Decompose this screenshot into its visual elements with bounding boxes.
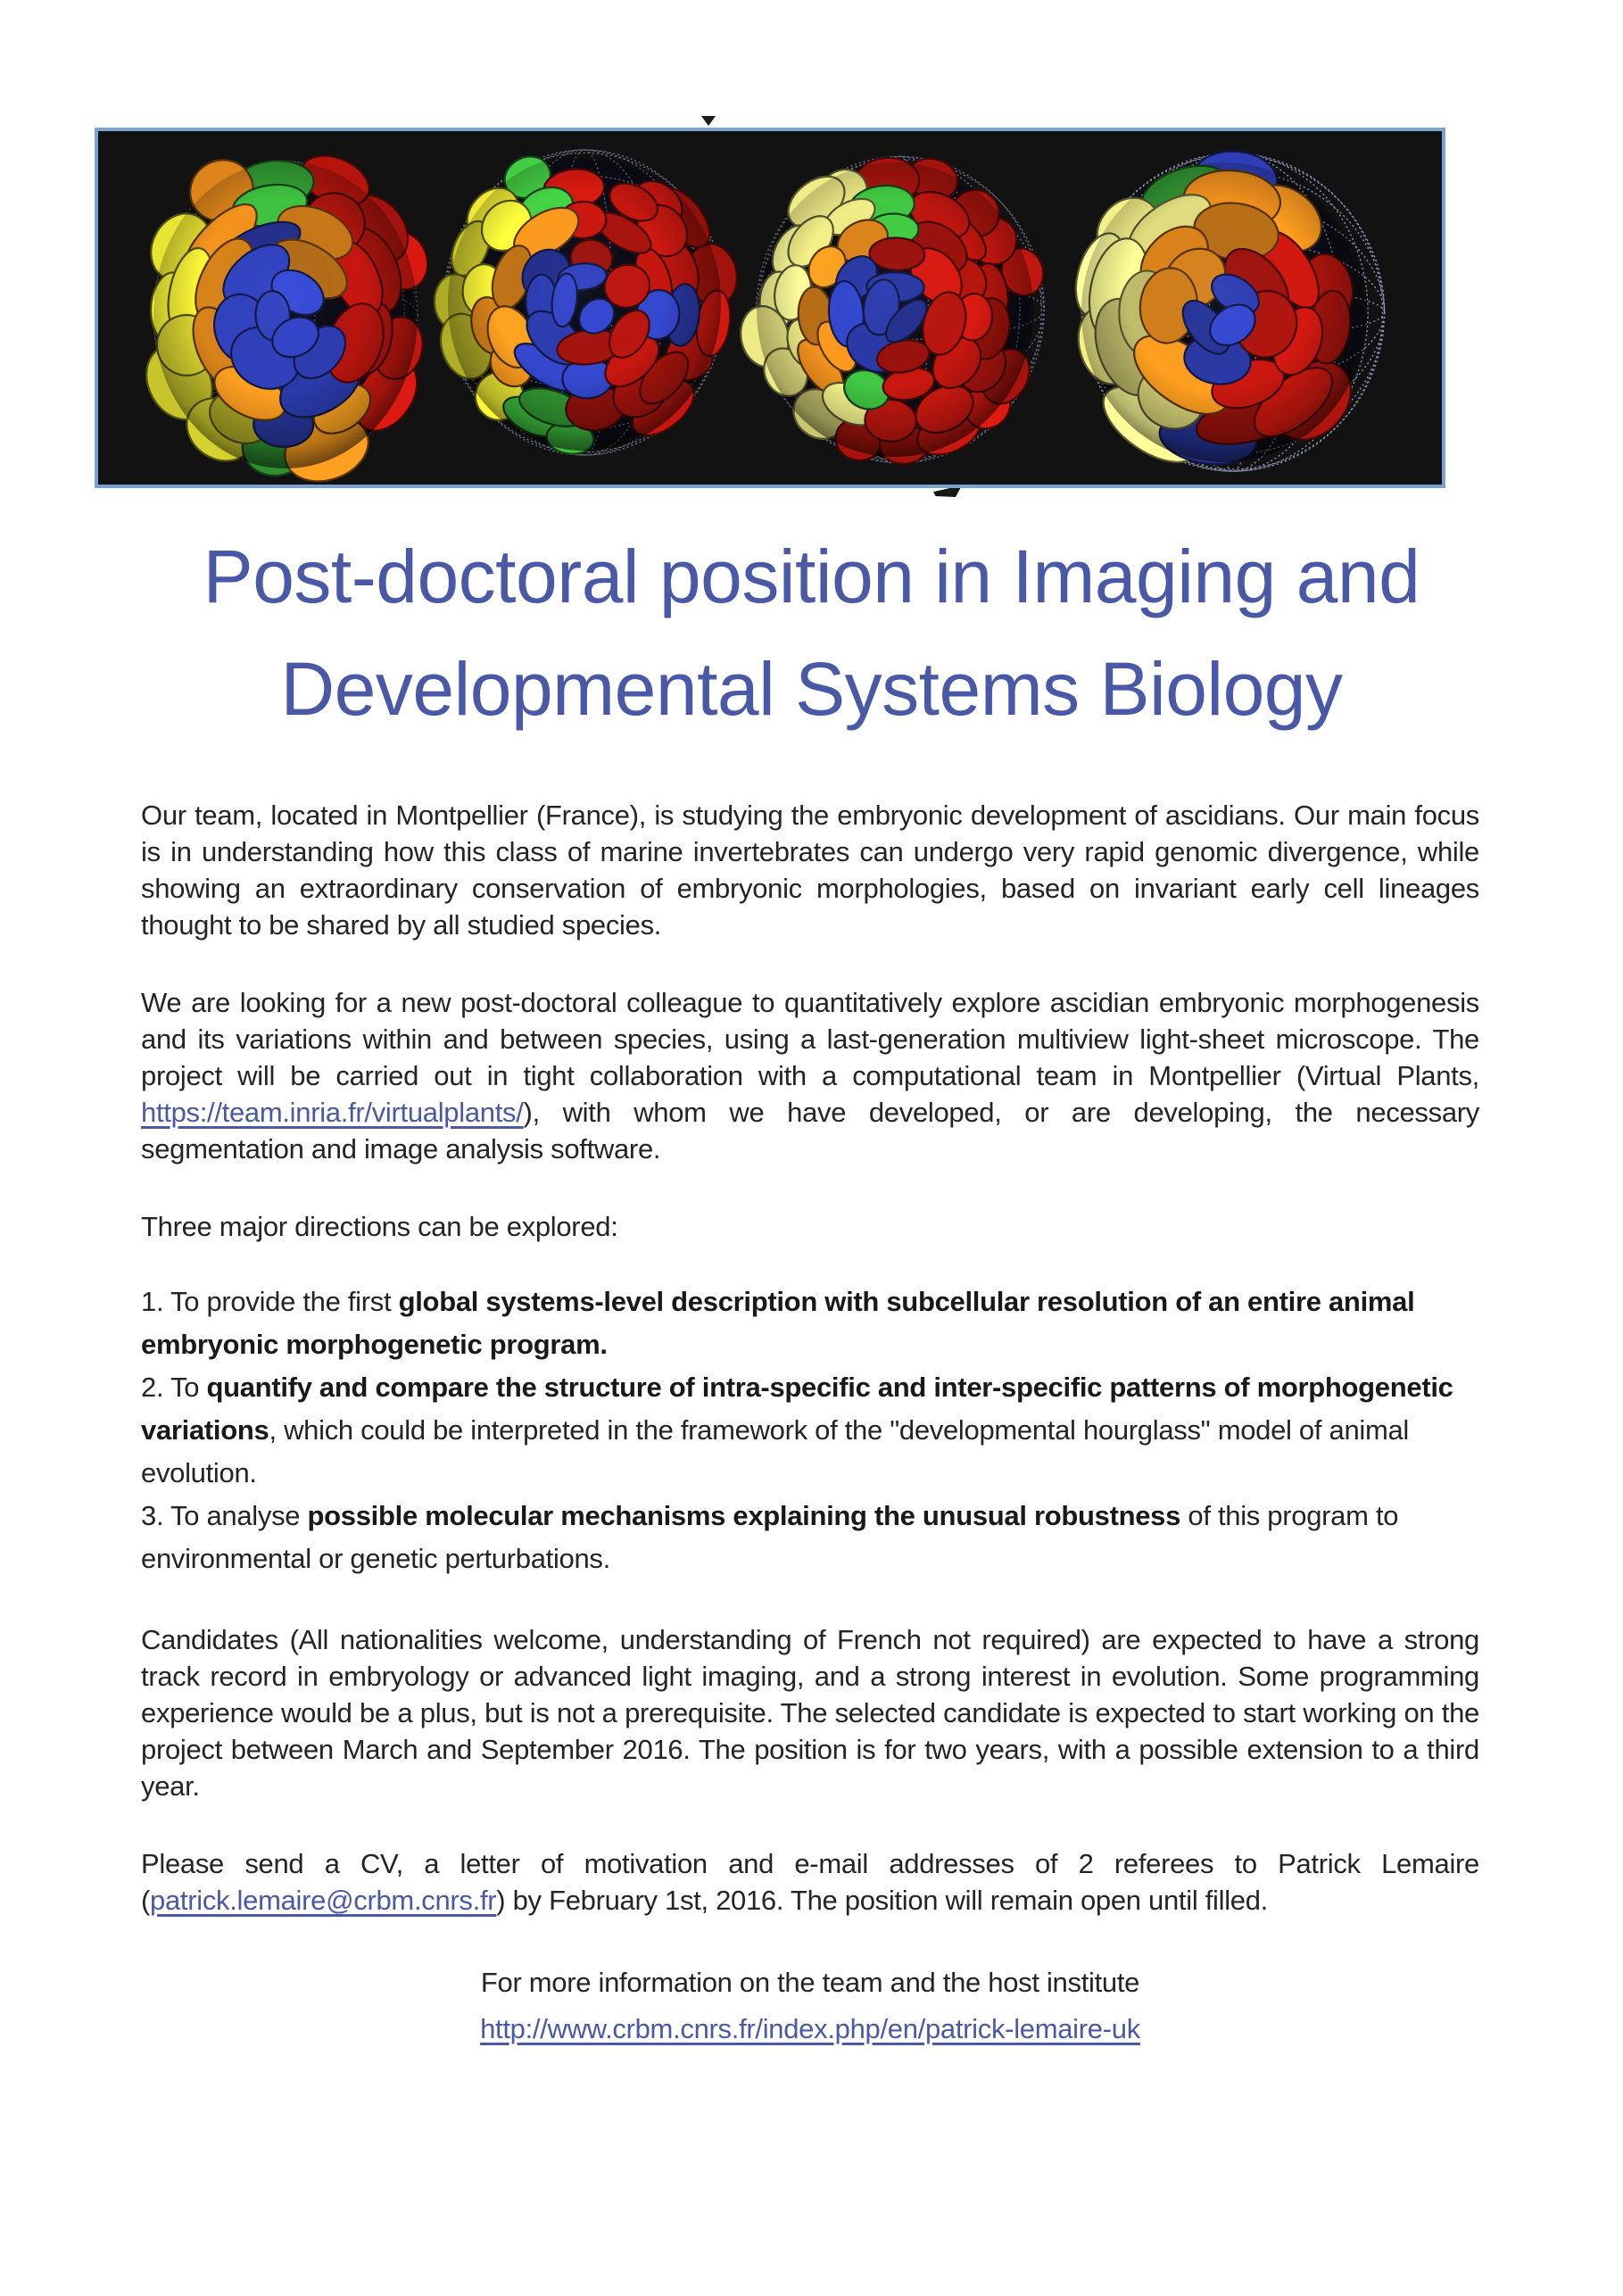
embryo-figure	[95, 128, 1445, 488]
embryo-stage-3	[736, 153, 1049, 466]
page-title-line-2: Developmental Systems Biology	[280, 647, 1343, 731]
paragraph-position-description	[141, 984, 1479, 1167]
embryo-stage-1	[134, 146, 436, 485]
directions-list	[141, 1281, 1479, 1580]
text-run: ) by February 1st, 2016. The position will remain open until filled.	[496, 1885, 1268, 1916]
page-title	[0, 520, 1623, 745]
artifact-mark-top	[701, 116, 716, 126]
text-run: We are looking for a new post-doctoral colleague to quantitatively explore ascidian embryonic morphogenesis and its variations within and between species, using a last-generation multiview light-sheet microscope. The project will be carried out in tight collaboration with a computational team in Montpellier (Virtual Plants,	[141, 987, 1479, 1091]
page-title-line-1: Post-doctoral position in Imaging and	[203, 535, 1420, 618]
team-page-link[interactable]: http://www.crbm.cnrs.fr/index.php/en/patrick-lemaire-uk	[480, 2013, 1140, 2044]
text-run: Candidates (All nationalities welcome, understanding of French not required) are expected to have a strong track record in embryology or advanced light imaging, and a strong interest in evolution. Some programming experience would be a plus, but is not a prerequisite. The selected candidate is expected to start working on the project between March and September 2016. The position is for two years, with a possible extension to a third year.	[141, 1624, 1479, 1802]
text-run-bold: quantify and compare the structure of intra-specific and inter-specific patterns of morphogenetic variations	[141, 1372, 1453, 1446]
text-run: 2. To	[141, 1372, 207, 1403]
document-body	[141, 797, 1479, 2052]
footer-info: For more information on the team and the host institute	[480, 1967, 1140, 1998]
paragraph-team-intro	[141, 797, 1479, 943]
text-run: ), with whom we have developed, or are developing, the necessary segmentation and image analysis software.	[141, 1097, 1479, 1165]
footer	[141, 1960, 1479, 2052]
virtualplants-link[interactable]: https://team.inria.fr/virtualplants/	[141, 1097, 524, 1128]
footer-link-row	[141, 2006, 1479, 2052]
text-run-bold: possible molecular mechanisms explaining the unusual robustness	[307, 1500, 1181, 1531]
text-run: of this program to environmental or genetic perturbations.	[141, 1500, 1399, 1574]
text-run: 1. To provide the first	[141, 1286, 399, 1317]
embryo-stages-image	[98, 131, 1442, 485]
paragraph-candidates	[141, 1621, 1479, 1804]
text-run: Our team, located in Montpellier (France), is studying the embryonic development of ascidians. Our main focus is in understanding how this class of marine invertebrates can undergo very rapid genomic divergence, while showing an extraordinary conservation of embryonic morphologies, based on invariant early cell lineages thought to be shared by all studied species.	[141, 800, 1479, 941]
text-run: 3. To analyse	[141, 1500, 308, 1531]
list-item-1	[141, 1281, 1479, 1366]
paragraph-application	[141, 1845, 1479, 1919]
list-item-2	[141, 1366, 1479, 1495]
list-item-3	[141, 1495, 1479, 1580]
text-run: , which could be interpreted in the framework of the "developmental hourglass" model of animal evolution.	[141, 1414, 1410, 1488]
directions-intro: Three major directions can be explored:	[141, 1211, 618, 1242]
embryo-stage-4	[1067, 148, 1385, 477]
embryo-stage-2	[433, 149, 742, 456]
email-link[interactable]: patrick.lemaire@crbm.cnrs.fr	[150, 1885, 497, 1916]
text-run: Please send a CV, a letter of motivation and e-mail addresses of 2 referees to Patrick Lemaire (	[141, 1848, 1479, 1916]
text-run-bold: global systems-level description with subcellular resolution of an entire animal embryonic morphogenetic program.	[141, 1286, 1415, 1360]
